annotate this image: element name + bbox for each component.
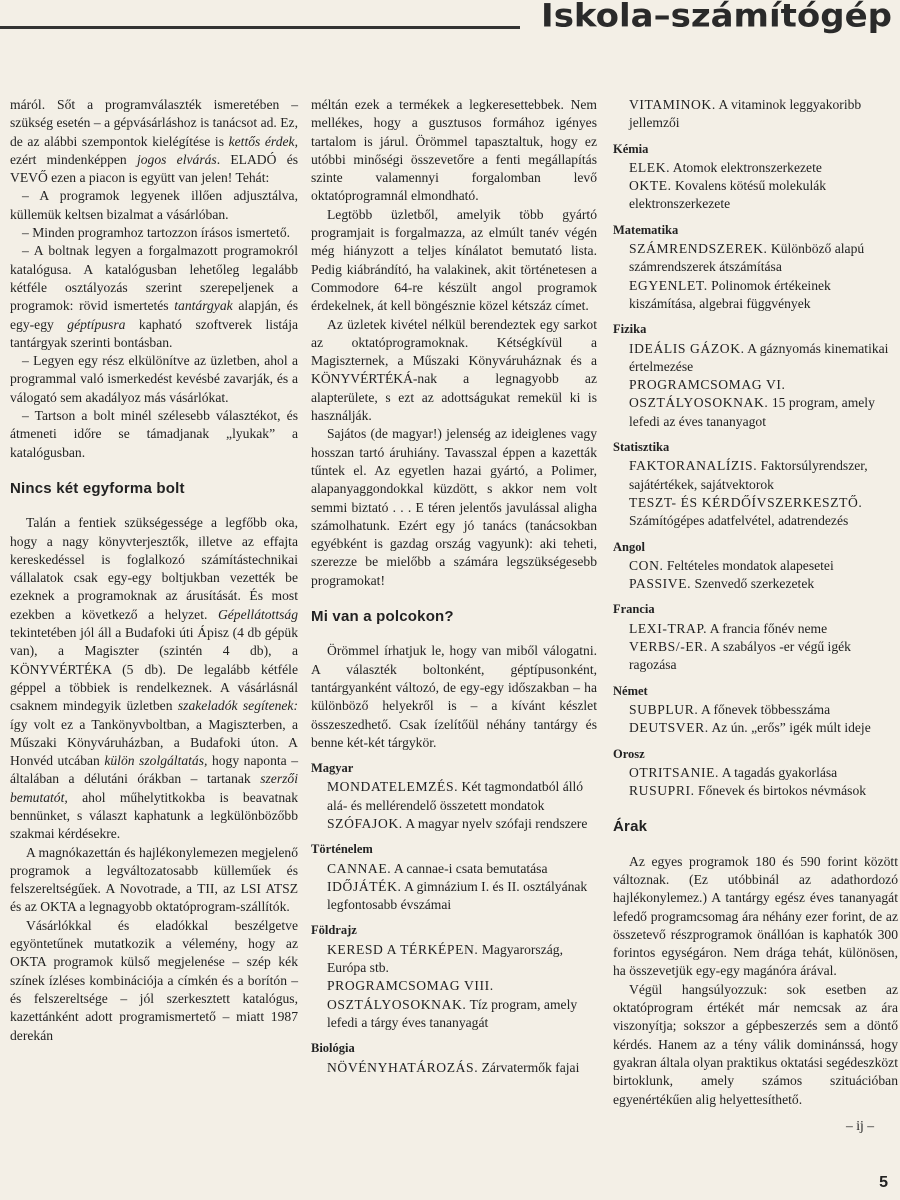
list-item: – Tartson a bolt minél szélesebb választékot, és átmeneti időre se támadjanak „lyukak” a katalógusban. bbox=[10, 408, 298, 460]
program-entry: EGYENLET. Polinomok értékeinek kiszámítása, algebrai függvények bbox=[629, 277, 831, 311]
subject-heading: Történelem bbox=[311, 842, 373, 857]
list-item: – A boltnak legyen a forgalmazott programokról katalógusa. A katalógusban lehetőleg legalább kétféle osztályozás szerint szerepeljenek a programok: rövid ismertetés tantárgyak alapján, és egy-egy géptípusra kapható szoftverek listája tantárgyak szerinti bontásban. bbox=[10, 243, 298, 350]
program-entry: OTRITSANIE. A tagadás gyakorlása bbox=[629, 764, 838, 780]
program-entry: ELEK. Atomok elektronszerkezete bbox=[629, 159, 822, 175]
paragraph: Az egyes programok 180 és 590 forint között változnak. (Ez utóbbinál az adathordozó hajlékonylemez.) A tantárgy egész éves tananyagát lefedő programcsomag ára néhány ezer forint, de az összetevő részprogramok önállóan is kaphatók 300 forintos egységáron. Nem drága tehát, különösen, ha összevetjük egy-egy magánóra árával. bbox=[613, 853, 898, 979]
program-entry: CON. Feltételes mondatok alapesetei bbox=[629, 557, 834, 573]
subject-heading: Statisztika bbox=[613, 440, 670, 455]
subject-heading: Matematika bbox=[613, 222, 679, 237]
program-entry: SZÓFAJOK. A magyar nyelv szófaji rendszere bbox=[327, 815, 588, 831]
list-item: – Legyen egy rész elkülönítve az üzletben, ahol a programmal való ismerkedést kevésbé zavarják, és a válogató sem akadályoz más vásárlókat. bbox=[10, 353, 298, 405]
column-3 bbox=[613, 96, 898, 1135]
paragraph: Vásárlókkal és eladókkal beszélgetve egyöntetűnek mutatkozik a vélemény, hogy az OKTA programok külső megjelenése – szép kék színek ízléses kombinációja a címkén és a borítón – és felszereltsége – jól szerkesztett katalógus, kazettánként adott programismertető – miatt 1987 derekán bbox=[10, 917, 298, 1043]
paragraph: Az üzletek kivétel nélkül berendeztek egy sarkot az oktatóprogramoknak. Kétségkívül a Magiszternek, a Műszaki Könyváruháznak és a KÖNYVÉRTÉKÁ-nak a legnagyobb az alapterülete, s ezt az adottságukat remekül ki is használják. bbox=[311, 316, 597, 424]
program-entry: CANNAE. A cannae-i csata bemutatása bbox=[327, 860, 548, 876]
section-heading: Nincs két egyforma bolt bbox=[10, 479, 185, 497]
subject-heading: Kémia bbox=[613, 141, 649, 156]
paragraph: Sajátos (de magyar!) jelenség az ideiglenes vagy hosszan tartó áruhiány. Tavasszal éppen a kazetták tűntek el. Az egyetlen hazai gyártó, a Polimer, alapanyaggondokkal küzdött, s akkor nem volt semmi biztató . . . E téren jelentős javulással aligha számolhatunk. Ezért egy jó tanács (tanácsokban egyébként is gazdag ország vagyunk): aki teheti, szerezze be mielőbb a számára legszükségesebb programokat! bbox=[311, 426, 597, 588]
subject-heading: Biológia bbox=[311, 1041, 355, 1056]
program-entry: MONDATELEMZÉS. Két tagmondatból álló alá- és mellérendelő összetett mondatok bbox=[327, 779, 584, 813]
subject-heading: Orosz bbox=[613, 746, 645, 761]
program-entry: VITAMINOK. A vitaminok leggyakoribb jellemzői bbox=[629, 97, 862, 131]
author-signature: – ij – bbox=[846, 1117, 874, 1133]
paragraph: máról. Sőt a programválaszték ismeretében – szükség esetén – a gépvásárláshoz is tanácsot ad. Ez, de az alábbi szempontok kielégítése is kettős érdek, ezért mindenképpen jogos elvárás. ELADÓ és VEVŐ ezen a piacon is együtt van jelen! Tehát: bbox=[10, 97, 299, 186]
program-entry: PROGRAMCSOMAG VIII. OSZTÁLYOSOKNAK. Tíz program, amely lefedi a tárgy éves tananyagát bbox=[327, 978, 578, 1030]
program-entry: FAKTORANALÍZIS. Faktorsúlyrendszer, sajátértékek, sajátvektorok bbox=[629, 458, 868, 492]
program-entry: SZÁMRENDSZEREK. Különböző alapú számrendszerek átszámítása bbox=[629, 241, 865, 275]
paragraph: Örömmel írhatjuk le, hogy van miből válogatni. A választék boltonként, géptípusonként, tantárgyanként változó, de egy-egy időszakban – ha különböző helyekről is – a kívánt készlet összeszedhető. Csak ízelítőül néhány tantárgy és benne két-két tárgykör. bbox=[311, 643, 597, 750]
masthead bbox=[0, 0, 900, 36]
paragraph: méltán ezek a termékek a legkeresettebbek. Nem mellékes, hogy a gusztusos formához igényes tartalom is járul. Örömmel tapasztaltuk, hogy ez utóbbi minőségi összevetőre a fenti megállapítás szinte valamennyi forgalomban levő oktatóprogramnál elmondható. bbox=[311, 97, 597, 204]
subject-list bbox=[613, 140, 898, 801]
paragraph: Talán a fentiek szükségessége a legfőbb oka, hogy a nagy könyvterjesztők, illetve az effajta kereskedéssel is foglalkozó számítástechnikai vállalatok csak egy-egy boltjukban vezették be ezeknek a programoknak az árusítását. És most ezekben a következő a helyzet. Gépellátottság tekintetében jól áll a Budafoki úti Ápisz (4 db gépük van), a Magiszter (szintén 4 db), a KÖNYVÉRTÉKA (5 db). De legalább kétféle géppel a többiek is rendelkeznek. A vásárlásnál csaknem mindegyik üzletben szakeladók segítenek: így volt ez a Tankönyvboltban, a Magiszterben, a Műszaki Könyváruházban, a Budafoki úton. A Honvéd utcában külön szolgáltatás, hogy naponta – általában a délutáni órákban – tartanak szerzői bemutatót, ahol műhelytitkokba is beavatnak bennünket, s választ kaphatunk a legkülönbözőbb szakmai kérdésekre. bbox=[10, 515, 298, 842]
list-item: – A programok legyenek illően adjusztálva, küllemük keltsen bizalmat a vásárlóban. bbox=[10, 188, 298, 222]
page-number: 5 bbox=[879, 1174, 888, 1191]
program-entry: OKTE. Kovalens kötésű molekulák elektronszerkezete bbox=[629, 178, 827, 212]
subject-heading: Német bbox=[613, 683, 648, 698]
paragraph: Végül hangsúlyozzuk: sok esetben az oktatóprogram értékét már nemcsak az ára viszonyítja; sokszor a gépbeszerzés sem a döntő kérdés. Hanem az a tény válik dominánssá, hogy gyakran általa olyan praktikus oktatási segédeszközt birtoklunk, amely számos szituációban egyenértékűen alig helyettesíthető. bbox=[613, 981, 898, 1107]
program-entry: LEXI-TRAP. A francia főnév neme bbox=[629, 620, 828, 636]
program-entry: PASSIVE. Szenvedő szerkezetek bbox=[629, 576, 815, 592]
program-entry: VERBS/-ER. A szabályos -er végű igék ragozása bbox=[629, 639, 851, 673]
program-entry: SUBPLUR. A főnevek többesszáma bbox=[629, 701, 831, 717]
program-entry: IDŐJÁTÉK. A gimnázium I. és II. osztályának legfontosabb évszámai bbox=[327, 878, 588, 913]
list-item: – Minden programhoz tartozzon írásos ismertető. bbox=[22, 225, 291, 241]
program-entry: DEUTSVER. Az ún. „erős” igék múlt ideje bbox=[629, 720, 871, 736]
paragraph: Legtöbb üzletből, amelyik több gyártó programjait is forgalmazza, az elmúlt tanév végén még hiányzott a teljes kínálatot bemutató lista. Pedig kiábrándító, ha valakinek, akit történetesen a Commodore 64-re készült angol programok érdekelnek, át kell böngésznie közel kétszáz címet. bbox=[311, 206, 597, 314]
program-entry: PROGRAMCSOMAG VI. OSZTÁLYOSOKNAK. 15 program, amely lefedi az éves tananyagot bbox=[629, 377, 875, 429]
magazine-title: Iskola–számítógép bbox=[541, 0, 892, 35]
subject-heading: Angol bbox=[613, 539, 645, 554]
subject-list bbox=[311, 759, 597, 1077]
section-heading: Árak bbox=[613, 818, 648, 836]
subject-heading: Magyar bbox=[311, 761, 354, 776]
masthead-rule bbox=[0, 26, 520, 29]
program-entry: KERESD A TÉRKÉPEN. Magyarország, Európa stb. bbox=[327, 941, 563, 976]
paragraph: A magnókazettán és hajlékonylemezen megjelenő programok a legváltozatosabb külleműek és felszereltségűek. A Novotrade, a TII, az LSI ATSZ és az OKTA a legnagyobb oktatóprogram-szállítók. bbox=[10, 844, 298, 915]
subject-heading: Földrajz bbox=[311, 923, 357, 938]
program-entry: TESZT- ÉS KÉRDŐÍVSZERKESZTŐ. Számítógépes adatfelvétel, adatrendezés bbox=[629, 494, 863, 529]
section-heading: Mi van a polcokon? bbox=[311, 608, 454, 626]
program-entry: RUSUPRI. Főnevek és birtokos névmások bbox=[629, 783, 867, 799]
column-2 bbox=[311, 96, 597, 1077]
column-1 bbox=[10, 96, 298, 1045]
program-entry: IDEÁLIS GÁZOK. A gáznyomás kinematikai értelmezése bbox=[629, 340, 889, 374]
subject-heading: Francia bbox=[613, 602, 655, 617]
program-entry: NÖVÉNYHATÁROZÁS. Zárvatermők fajai bbox=[327, 1059, 580, 1075]
subject-heading: Fizika bbox=[613, 322, 647, 337]
